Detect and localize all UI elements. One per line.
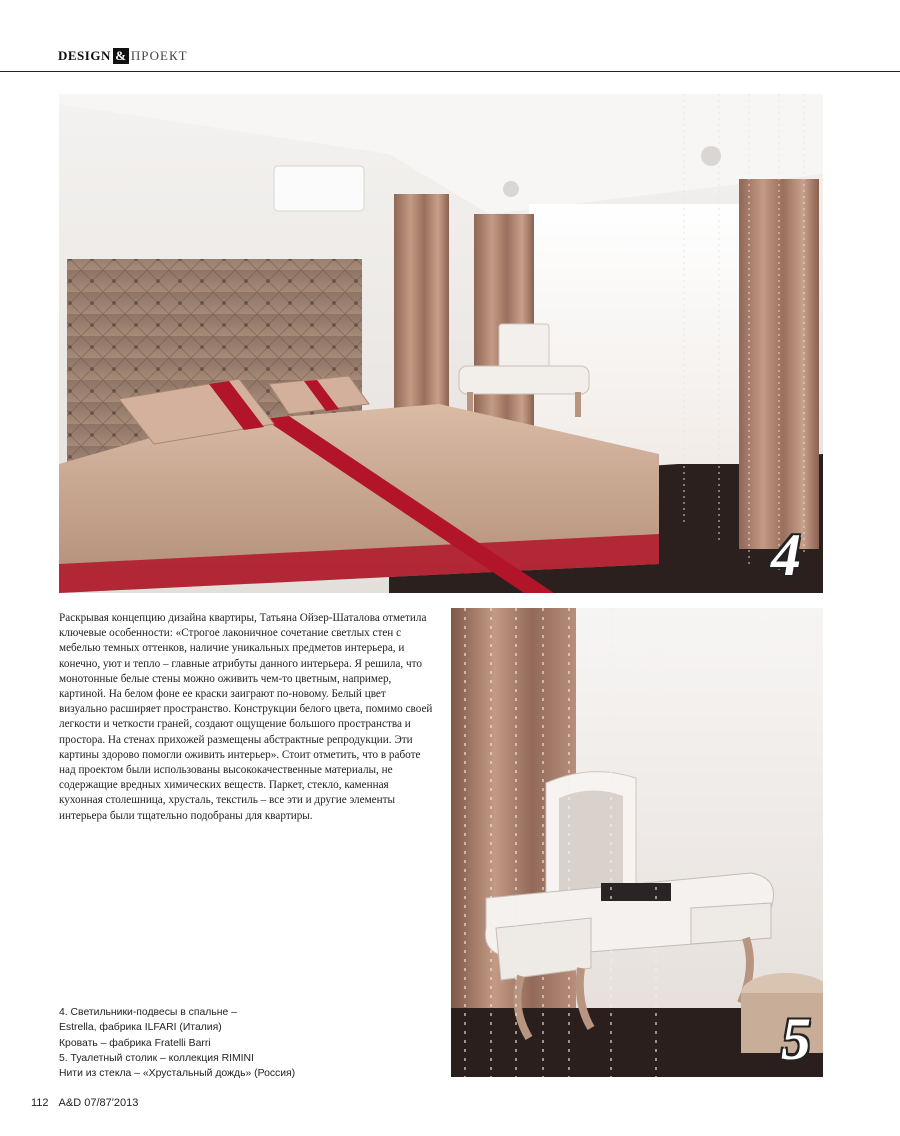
article-body — [59, 611, 434, 824]
article-paragraph: Раскрывая концепцию дизайна квартиры, Татьяна Ойзер-Шаталова отметила ключевые особенности: «Строгое лаконичное сочетание светлых стен с мебелью темных оттенков, наличие уникальных предметов интерьера, и конечно, уют и тепло – главные атрибуты данного интерьера. Я решила, что монотонные белые стены можно оживить чем-то цветным, например, картиной. На белом фоне ее краски заиграют по-новому. Белый цвет визуально расширяет пространство. Конструкции белого цвета, помимо своей легкости и четкости граней, создают ощущение большого пространства и простора. На стенах прихожей размещены абстрактные репродукции. Эти картины здорово помогли оживить интерьер». Стоит отметить, что в работе над проектом были использованы высококачественные материалы, не содержащие вредных химических веществ. Паркет, стекло, каменная кухонная столешница, хрусталь, текстиль – все эти и другие элементы интерьера были тщательно подобраны для квартиры. — [59, 612, 433, 822]
photo-number-4: 4 — [771, 522, 801, 588]
issue-info: A&D 07/87'2013 — [58, 1097, 139, 1109]
photo-captions — [59, 1005, 439, 1081]
caption-line: 5. Туалетный столик – коллекция RIMINI — [59, 1052, 254, 1064]
brand-project-text: ПРОЕКТ — [130, 48, 188, 63]
brand-ampersand-logo: & — [113, 48, 129, 64]
page-header — [0, 0, 900, 76]
bedroom-photo — [59, 94, 823, 593]
brand-design-text: DESIGN — [58, 48, 111, 63]
caption-line: Нити из стекла – «Хрустальный дождь» (Россия) — [59, 1068, 296, 1080]
page-footer — [31, 1097, 138, 1109]
vanity-illustration — [451, 608, 823, 1077]
caption-line: Estrella, фабрика ILFARI (Италия) — [59, 1022, 222, 1034]
vanity-photo — [451, 608, 823, 1077]
bedroom-illustration — [59, 94, 823, 593]
header-divider — [0, 71, 900, 72]
photo-number-5: 5 — [781, 1006, 811, 1072]
magazine-section-brand — [58, 48, 188, 64]
caption-line: Кровать – фабрика Fratelli Barri — [59, 1037, 211, 1049]
page-number: 112 — [31, 1097, 49, 1109]
caption-line: 4. Светильники-подвесы в спальне – — [59, 1007, 237, 1018]
